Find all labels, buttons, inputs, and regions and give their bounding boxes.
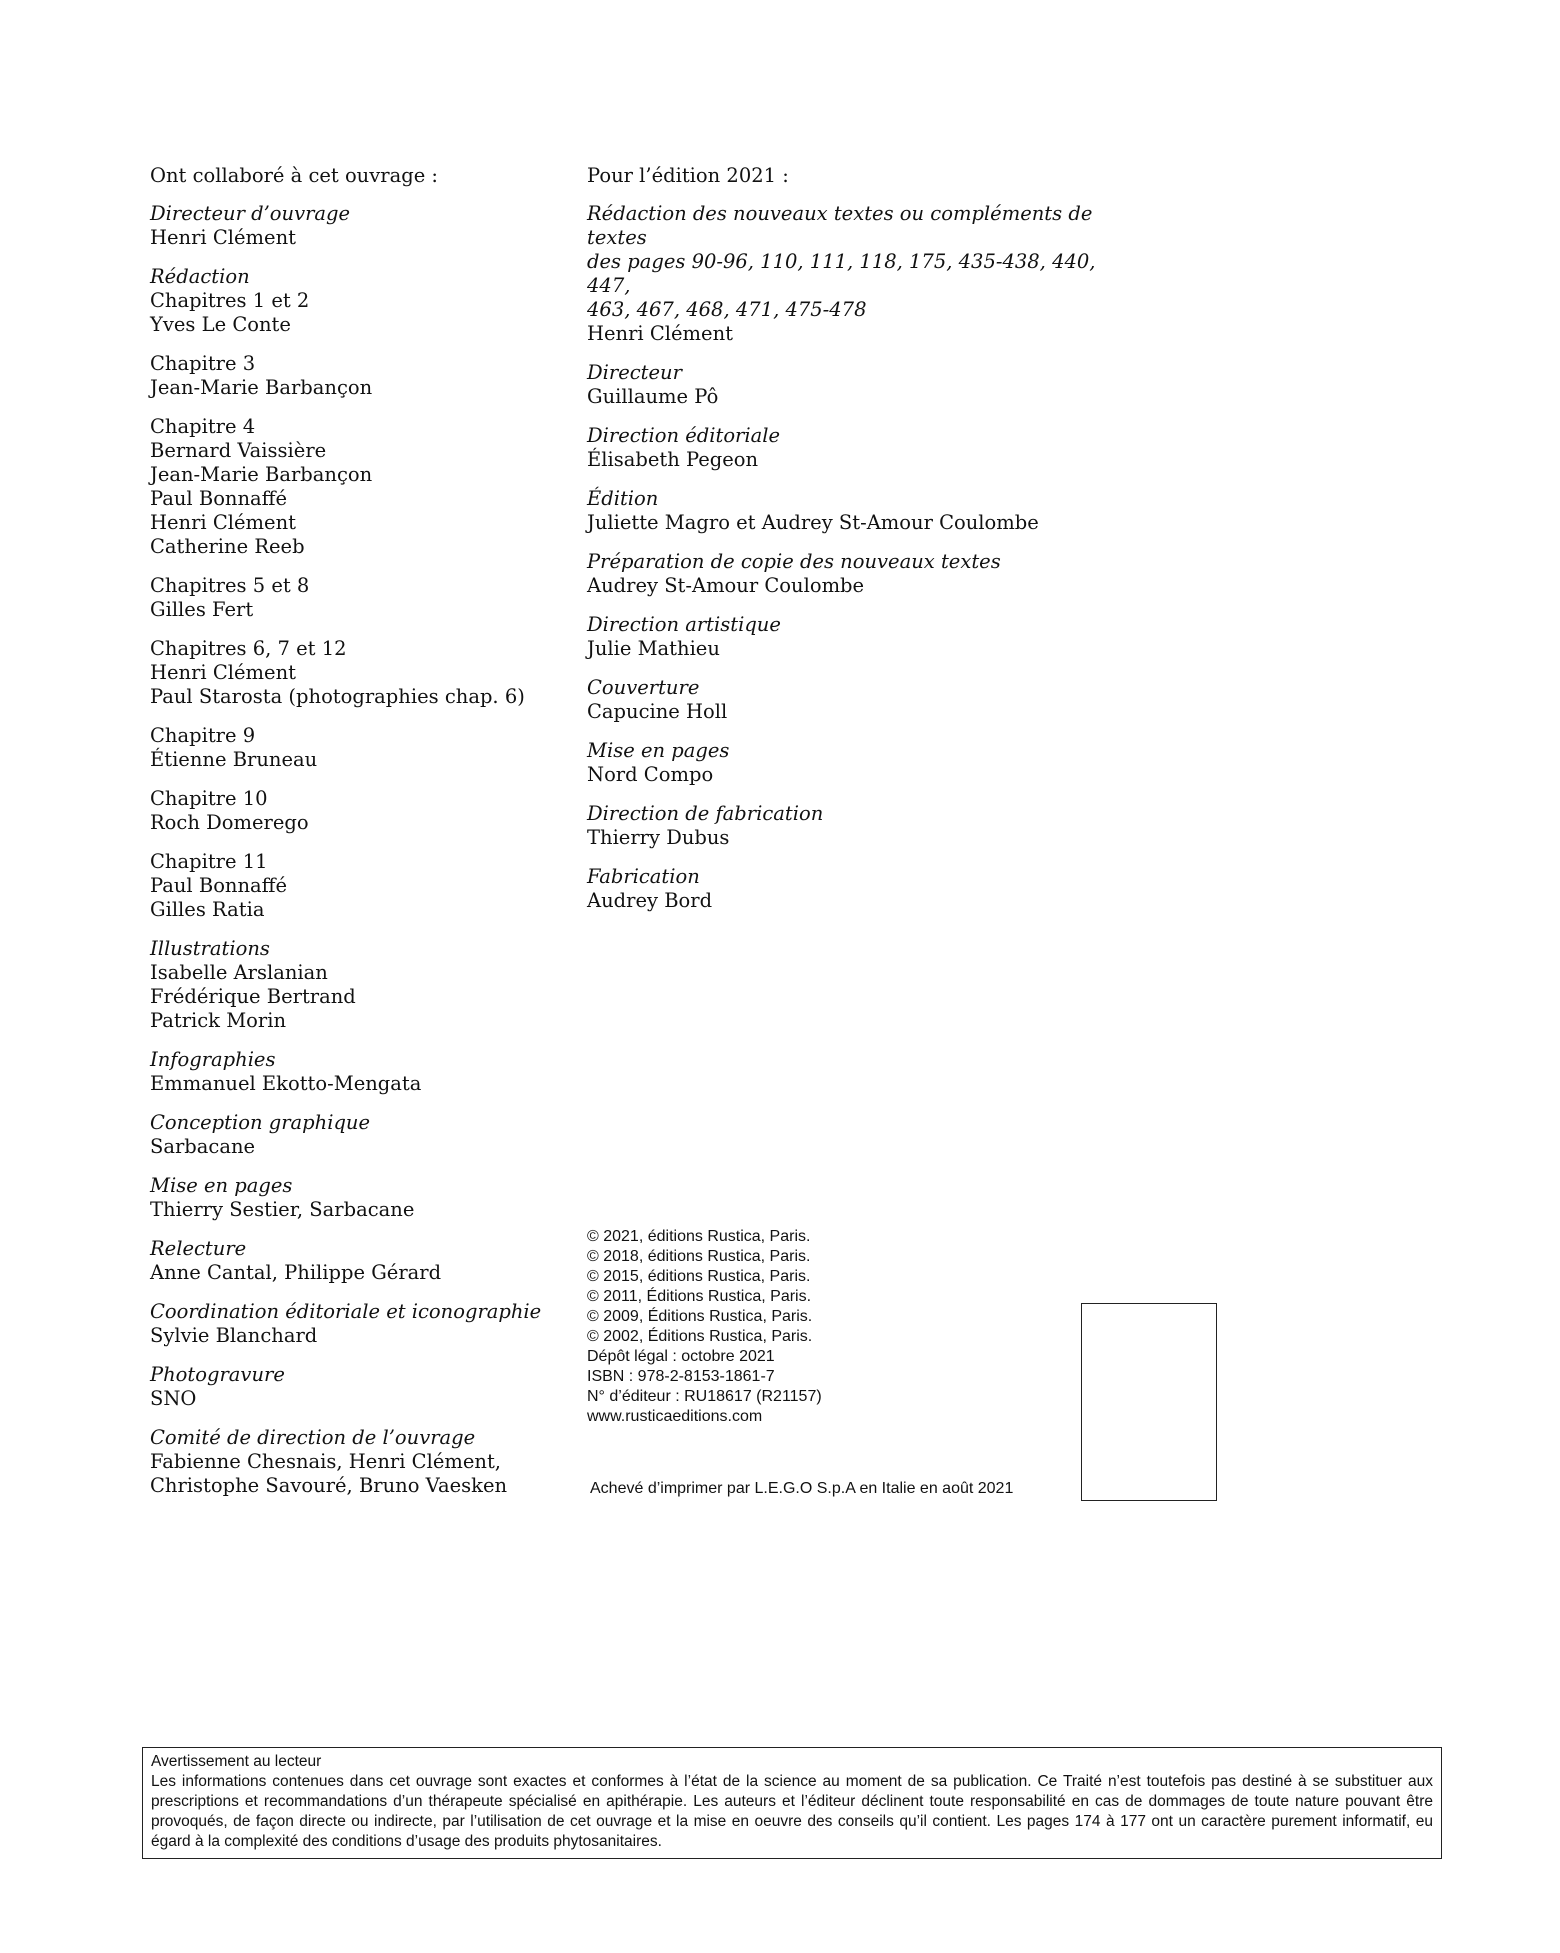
credits-intro: Ont collaboré à cet ouvrage :	[150, 164, 438, 187]
credit-block	[150, 265, 570, 337]
credit-block	[150, 1237, 570, 1285]
credit-name: Catherine Reeb	[150, 535, 305, 558]
credit-role: Direction de fabrication	[587, 802, 824, 825]
credit-block	[150, 352, 570, 400]
credit-name: Fabienne Chesnais, Henri Clément,	[150, 1450, 501, 1473]
credit-block	[150, 1363, 570, 1411]
credit-name: Chapitres 6, 7 et 12	[150, 637, 347, 660]
credit-block	[587, 550, 1107, 598]
credit-block	[587, 865, 1107, 913]
credit-block	[150, 850, 570, 922]
copyright-notice	[587, 1227, 822, 1427]
credit-name: Henri Clément	[587, 322, 733, 345]
credit-name: Paul Bonnaffé	[150, 874, 288, 897]
copyright-line: ISBN : 978-2-8153-1861-7	[587, 1368, 775, 1385]
credit-name: Capucine Holl	[587, 700, 728, 723]
credit-block	[150, 1048, 570, 1096]
credit-name: Roch Domerego	[150, 811, 309, 834]
credit-block	[150, 1426, 570, 1498]
credit-name: Chapitre 4	[150, 415, 256, 438]
credit-name: Isabelle Arslanian	[150, 961, 328, 984]
credit-block	[150, 1111, 570, 1159]
copyright-line: N° d’éditeur : RU18617 (R21157)	[587, 1388, 822, 1405]
credit-block	[587, 802, 1107, 850]
credit-name: Chapitres 1 et 2	[150, 289, 310, 312]
credits-left-list	[150, 202, 570, 1498]
credit-block	[150, 937, 570, 1033]
credit-name: Audrey St-Amour Coulombe	[587, 574, 865, 597]
reader-warning	[142, 1747, 1442, 1859]
printing-notice: Achevé d’imprimer par L.E.G.O S.p.A en Italie en août 2021	[590, 1480, 1014, 1497]
reader-warning-text: Les informations contenues dans cet ouvrage sont exactes et conformes à l’état de la science au moment de sa publication. Ce Traité n’est toutefois pas destiné à se substituer aux prescriptions et recommandations d’un thérapeute spécialisé en apithérapie. Les auteurs et l’éditeur déclinent toute responsabilité en cas de dommages de toute nature pouvant être provoqués, de façon directe ou indirecte, par l’utilisation de cet ouvrage et la mise en oeuvre des conseils qu’il contient. Les pages 174 à 177 ont un caractère purement informatif, eu égard à la complexité des conditions d’usage des produits phytosanitaires.	[151, 1773, 1433, 1850]
credit-role: Illustrations	[150, 937, 270, 960]
credit-block	[150, 787, 570, 835]
credit-block	[150, 724, 570, 772]
credit-role: Direction éditoriale	[587, 424, 781, 447]
credit-role: Conception graphique	[150, 1111, 371, 1134]
credit-role: Préparation de copie des nouveaux textes	[587, 550, 1001, 573]
credit-role: Comité de direction de l’ouvrage	[150, 1426, 476, 1449]
credit-name: Henri Clément	[150, 511, 296, 534]
edition-intro: Pour l’édition 2021 :	[587, 164, 789, 187]
credit-name: Paul Starosta (photographies chap. 6)	[150, 685, 525, 708]
copyright-line: www.rusticaeditions.com	[587, 1408, 763, 1425]
copyright-line: © 2015, éditions Rustica, Paris.	[587, 1268, 811, 1285]
credit-name: Thierry Dubus	[587, 826, 730, 849]
credit-name: Gilles Ratia	[150, 898, 265, 921]
credit-name: Sylvie Blanchard	[150, 1324, 318, 1347]
credit-name: Juliette Magro et Audrey St-Amour Coulombe	[587, 511, 1039, 534]
credit-block	[587, 424, 1107, 472]
credit-name: Henri Clément	[150, 226, 296, 249]
credits-left-column	[150, 164, 570, 1513]
credit-block	[150, 574, 570, 622]
credit-role: Relecture	[150, 1237, 247, 1260]
credit-name: Gilles Fert	[150, 598, 254, 621]
credit-role: des pages 90-96, 110, 111, 118, 175, 435-438, 440, 447,	[587, 250, 1096, 297]
credit-block	[587, 361, 1107, 409]
credit-role: Mise en pages	[587, 739, 730, 762]
credit-role: Fabrication	[587, 865, 700, 888]
credit-role: Photogravure	[150, 1363, 285, 1386]
credit-name: Patrick Morin	[150, 1009, 287, 1032]
credit-role: Couverture	[587, 676, 700, 699]
reader-warning-title: Avertissement au lecteur	[151, 1753, 322, 1770]
credit-name: Thierry Sestier, Sarbacane	[150, 1198, 415, 1221]
credit-role: Rédaction	[150, 265, 250, 288]
credit-block	[587, 202, 1107, 346]
credit-name: Guillaume Pô	[587, 385, 719, 408]
credit-block	[587, 739, 1107, 787]
credit-name: Élisabeth Pegeon	[587, 448, 759, 471]
copyright-line: © 2021, éditions Rustica, Paris.	[587, 1228, 811, 1245]
copyright-line: © 2002, Éditions Rustica, Paris.	[587, 1328, 813, 1345]
credit-role: Coordination éditoriale et iconographie	[150, 1300, 542, 1323]
sticker-box	[1081, 1303, 1217, 1501]
credit-role: Rédaction des nouveaux textes ou compléments de textes	[587, 202, 1093, 249]
credit-block	[587, 613, 1107, 661]
credit-name: Bernard Vaissière	[150, 439, 327, 462]
credit-name: SNO	[150, 1387, 197, 1410]
credit-block	[150, 1174, 570, 1222]
credit-block	[150, 1300, 570, 1348]
credit-name: Frédérique Bertrand	[150, 985, 356, 1008]
credit-name: Christophe Savouré, Bruno Vaesken	[150, 1474, 508, 1497]
credit-name: Étienne Bruneau	[150, 748, 318, 771]
credit-role: Infographies	[150, 1048, 276, 1071]
credit-role: Direction artistique	[587, 613, 781, 636]
copyright-line: © 2018, éditions Rustica, Paris.	[587, 1248, 811, 1265]
credit-name: Chapitre 10	[150, 787, 268, 810]
credit-name: Sarbacane	[150, 1135, 256, 1158]
copyright-line: © 2009, Éditions Rustica, Paris.	[587, 1308, 813, 1325]
credit-role: Mise en pages	[150, 1174, 293, 1197]
credit-name: Jean-Marie Barbançon	[150, 376, 373, 399]
credit-name: Audrey Bord	[587, 889, 713, 912]
credit-name: Emmanuel Ekotto-Mengata	[150, 1072, 422, 1095]
credit-role: 463, 467, 468, 471, 475-478	[587, 298, 867, 321]
credit-name: Chapitres 5 et 8	[150, 574, 310, 597]
credit-name: Henri Clément	[150, 661, 296, 684]
credits-right-column	[587, 164, 1107, 928]
credit-name: Yves Le Conte	[150, 313, 291, 336]
copyright-line: Dépôt légal : octobre 2021	[587, 1348, 775, 1365]
credit-name: Paul Bonnaffé	[150, 487, 288, 510]
credit-role: Directeur d’ouvrage	[150, 202, 351, 225]
credit-block	[150, 202, 570, 250]
credit-block	[587, 487, 1107, 535]
credit-name: Anne Cantal, Philippe Gérard	[150, 1261, 442, 1284]
credit-role: Édition	[587, 487, 659, 510]
copyright-line: © 2011, Éditions Rustica, Paris.	[587, 1288, 812, 1305]
credit-name: Chapitre 11	[150, 850, 268, 873]
credit-name: Jean-Marie Barbançon	[150, 463, 373, 486]
credit-block	[150, 415, 570, 559]
credit-block	[150, 637, 570, 709]
credit-name: Chapitre 9	[150, 724, 256, 747]
credit-role: Directeur	[587, 361, 682, 384]
credit-name: Julie Mathieu	[587, 637, 720, 660]
credit-name: Chapitre 3	[150, 352, 256, 375]
credit-block	[587, 676, 1107, 724]
credits-right-list	[587, 202, 1107, 913]
credit-name: Nord Compo	[587, 763, 714, 786]
